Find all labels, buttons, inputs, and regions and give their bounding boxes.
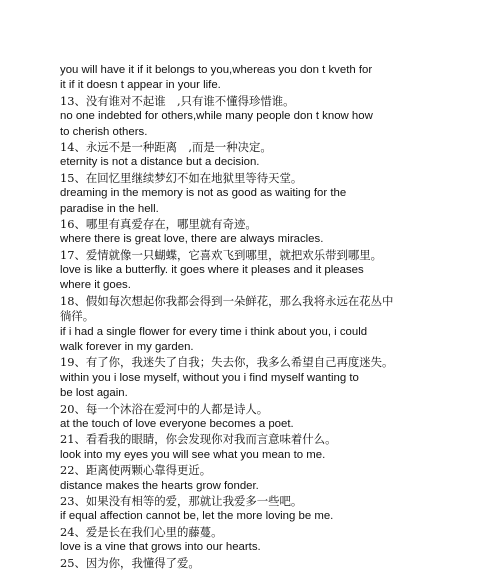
text-line: 25、因为你，我懂得了爱。 xyxy=(60,555,200,570)
text-line: love is like a butterfly. it goes where it pleases and it pleases xyxy=(60,264,364,277)
text-line: 22、距离使两颗心靠得更近。 xyxy=(60,463,212,478)
text-line: at the touch of love everyone becomes a poet. xyxy=(60,417,294,430)
text-line: 21、看看我的眼睛，你会发现你对我而言意味着什么。 xyxy=(60,432,337,447)
text-line: no one indebted for others,while many people don t know how xyxy=(60,110,373,123)
text-line: to cherish others. xyxy=(60,125,148,138)
text-line: 19、有了你，我迷失了自我；失去你，我多么希望自己再度迷失。 xyxy=(60,355,394,370)
text-line: 14、永远不是一种距离 ,而是一种决定。 xyxy=(60,139,272,154)
text-line: distance makes the hearts grow fonder. xyxy=(60,479,259,492)
text-line: 16、哪里有真爱存在，哪里就有奇迹。 xyxy=(60,216,257,231)
text-line: within you i lose myself, without you i find myself wanting to xyxy=(60,371,359,384)
text-line: walk forever in my garden. xyxy=(60,341,194,354)
text-line: 17、爱情就像一只蝴蝶，它喜欢飞到哪里，就把欢乐带到哪里。 xyxy=(60,247,383,262)
document-body xyxy=(60,63,480,571)
text-line: 23、如果没有相等的爱，那就让我爱多一些吧。 xyxy=(60,493,303,508)
text-line: it if it doesn t appear in your life. xyxy=(60,79,221,92)
text-line: 徜徉。 xyxy=(60,309,95,324)
text-line: 20、每一个沐浴在爱河中的人都是诗人。 xyxy=(60,401,269,416)
text-line: dreaming in the memory is not as good as waiting for the xyxy=(60,187,347,200)
text-line: 18、假如每次想起你我都会得到一朵鲜花，那么我将永远在花丛中 xyxy=(60,293,394,308)
text-line: paradise in the hell. xyxy=(60,202,159,215)
text-line: 13、没有谁对不起谁 ,只有谁不懂得珍惜谁。 xyxy=(60,93,295,108)
text-line: where it goes. xyxy=(60,279,131,292)
text-line: you will have it if it belongs to you,whereas you don t kveth for xyxy=(60,64,373,76)
text-line: where there is great love, there are always miracles. xyxy=(60,233,324,246)
text-line: if i had a single flower for every time i think about you, i could xyxy=(60,325,368,338)
text-line: 24、爱是长在我们心里的藤蔓。 xyxy=(60,524,223,539)
text-line: if equal affection cannot be, let the more loving be me. xyxy=(60,510,334,523)
text-line: love is a vine that grows into our hearts. xyxy=(60,541,261,554)
text-line: 15、在回忆里继续梦幻不如在地狱里等待天堂。 xyxy=(60,170,303,185)
text-line: look into my eyes you will see what you mean to me. xyxy=(60,448,326,461)
text-line: be lost again. xyxy=(60,387,128,400)
text-line: eternity is not a distance but a decision. xyxy=(60,156,260,169)
